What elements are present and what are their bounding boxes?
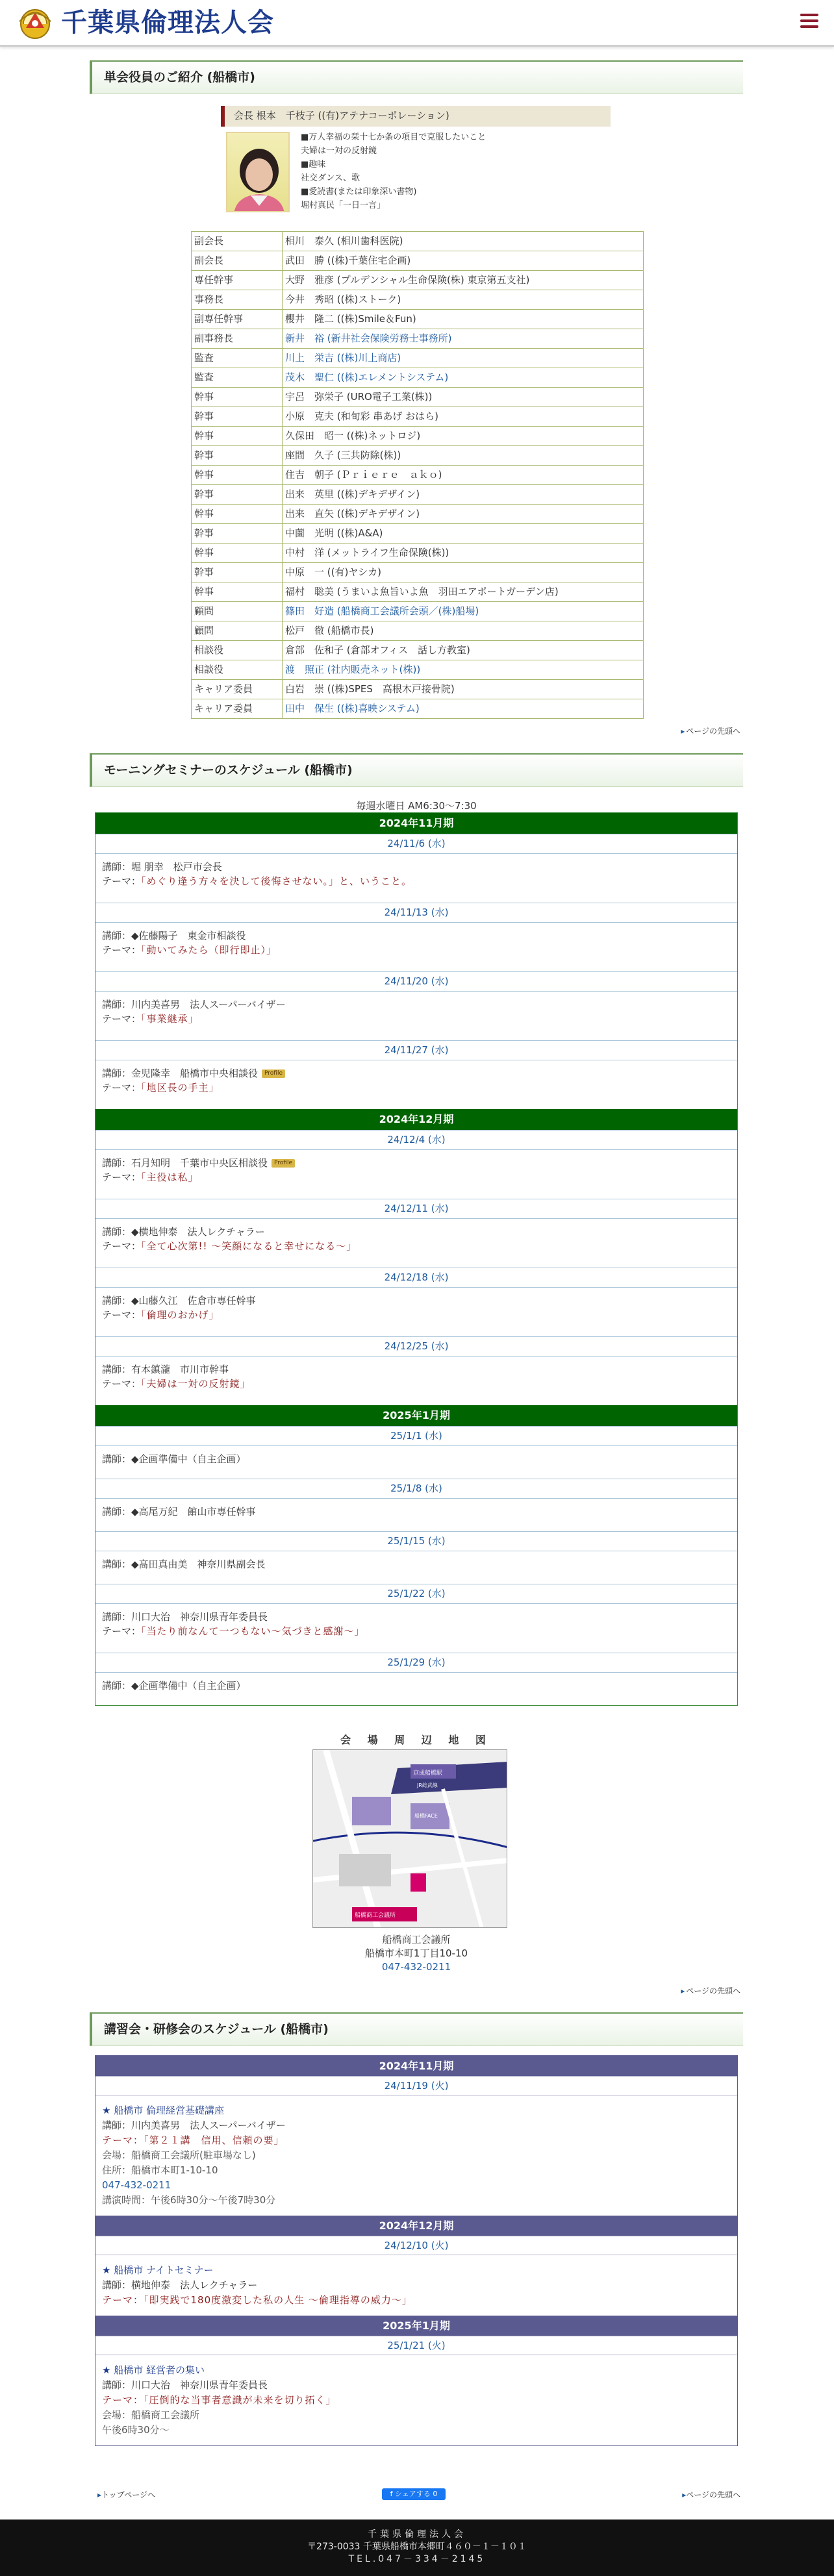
officer-row: [192, 602, 644, 621]
lecture-line: 講師：川内美喜男 法人スーパーバイザー: [102, 2120, 286, 2131]
seminar-lecturer: [102, 1225, 731, 1240]
seminar-theme: [102, 1012, 731, 1027]
map-image-icon: [313, 1750, 507, 1928]
officers-table: [191, 231, 644, 719]
theme-prefix: テーマ：: [102, 1012, 142, 1025]
officer-row: [192, 232, 644, 251]
lecture-schedule: [95, 2055, 738, 2446]
seminar-date: 25/1/29 (水): [95, 1653, 737, 1673]
seminar-entry: [95, 854, 737, 903]
officer-name: 住吉 朝子 (Ｐｒｉｅｒｅ ａｋｏ): [283, 466, 644, 485]
lecturer-name: ◆髙田真由美 神奈川県副会長: [131, 1558, 266, 1570]
hamburger-menu-icon[interactable]: [798, 9, 821, 32]
seminar-theme: [102, 1240, 731, 1254]
lecturer-name: 金児隆幸 船橋市中央相談役: [131, 1068, 259, 1079]
president-portrait: [226, 132, 290, 212]
seminar-date: 25/1/22 (水): [95, 1584, 737, 1604]
officer-row: [192, 621, 644, 641]
officer-role: 幹事: [192, 505, 283, 524]
lecture-entry: [95, 2255, 737, 2316]
officer-role: 監査: [192, 349, 283, 368]
theme-text: 「当たり前なんて一つもない〜気づきと感謝〜」: [141, 1625, 365, 1637]
lecture-line: 講師：横地伸泰 法人レクチャラー: [102, 2279, 258, 2291]
profile-badge-button[interactable]: Profile: [272, 1159, 295, 1168]
officer-name: 中薗 光明 ((株)A&A): [283, 524, 644, 544]
lecture-date: 24/11/19 (火): [95, 2076, 737, 2095]
venue-info: [90, 1933, 743, 1974]
lecture-line: テーマ：「圧倒的な当事者意識が未来を切り拓く」: [102, 2394, 336, 2406]
lecture-line: テーマ：「即実践で180度激変した私の人生 〜倫理指導の威力〜」: [102, 2294, 412, 2306]
officer-row: [192, 368, 644, 388]
lecturer-prefix: 講師：: [102, 1611, 132, 1623]
seminar-theme: [102, 944, 731, 958]
officer-name: 久保田 昭一 ((株)ネットロジ): [283, 427, 644, 446]
seminar-date: 24/12/4 (水): [95, 1130, 737, 1150]
officer-role: 相談役: [192, 641, 283, 660]
map-label-mall: 船橋FACE: [414, 1813, 438, 1819]
officer-role: 事務長: [192, 290, 283, 310]
map-label-station: 京成船橋駅: [413, 1770, 443, 1777]
officer-role: 幹事: [192, 582, 283, 602]
officer-role: 副会長: [192, 232, 283, 251]
seminar-lecturer: [102, 1294, 731, 1308]
lecturer-name: ◆佐藤陽子 東金市相談役: [131, 930, 246, 942]
seminar-lecturer: [102, 929, 731, 944]
seminar-theme: [102, 1308, 731, 1323]
officer-row: [192, 290, 644, 310]
officer-name: 中原 一 ((有)ヤシカ): [283, 563, 644, 582]
venue-tel-link[interactable]: 047-432-0211: [381, 1961, 451, 1973]
officer-name[interactable]: 茂木 聖仁 ((株)エレメントシステム): [283, 368, 644, 388]
profile-badge-button[interactable]: Profile: [262, 1069, 285, 1078]
site-title[interactable]: 千葉県倫理法人会: [61, 6, 274, 38]
theme-text: 「動いてみたら（即行即止）」: [141, 944, 277, 956]
seminar-entry: [95, 1499, 737, 1531]
seminar-subtitle: 毎週水曜日 AM6:30～7:30: [356, 800, 477, 812]
officer-name: 出来 直矢 ((株)デキデザイン): [283, 505, 644, 524]
officer-name[interactable]: 渡 照正 (社内販売ネット(株)): [283, 660, 644, 680]
officer-row: [192, 271, 644, 290]
theme-prefix: テーマ：: [102, 1308, 142, 1321]
officer-role: 幹事: [192, 446, 283, 466]
seminar-theme: [102, 1171, 731, 1185]
lecturer-prefix: 講師：: [102, 1558, 132, 1570]
seminar-entry: [95, 1219, 737, 1268]
lecture-month-header: 2025年1月期: [95, 2316, 737, 2336]
lecture-line: 会場：船橋商工会議所: [102, 2409, 200, 2421]
seminar-date: 25/1/15 (水): [95, 1531, 737, 1551]
lecturer-name: 有本鎮瀧 市川市幹事: [131, 1364, 229, 1375]
lecture-date: 25/1/21 (火): [95, 2336, 737, 2355]
seminar-theme: [102, 1625, 731, 1639]
president-intro-line: 夫婦は一対の反射鏡: [301, 146, 377, 156]
theme-text: 「事業継承」: [141, 1012, 199, 1025]
seminar-date: 24/11/13 (水): [95, 903, 737, 923]
map-label-jr: JR総武線: [417, 1782, 438, 1788]
officer-row: [192, 699, 644, 719]
officer-role: 幹事: [192, 563, 283, 582]
venue-address: 船橋市本町1丁目10-10: [364, 1947, 468, 1959]
seminar-date: 24/11/20 (水): [95, 971, 737, 992]
officer-row: [192, 251, 644, 271]
seminar-lecturer: [102, 860, 731, 875]
pagetop-link-1[interactable]: ▸ ページの先頭へ: [90, 726, 743, 737]
seminar-date: 25/1/1 (水): [95, 1426, 737, 1446]
seminar-entry: [95, 1288, 737, 1336]
lecturer-prefix: 講師：: [102, 1680, 132, 1692]
seminar-theme: [102, 1081, 731, 1095]
map-section: [90, 1732, 743, 1747]
officer-name: 大野 雅彦 (プルデンシャル生命保険(株) 東京第五支社): [283, 271, 644, 290]
president-intro-line: 社交ダンス、歌: [301, 173, 360, 183]
seminar-theme: [102, 875, 731, 889]
officer-role: 相談役: [192, 660, 283, 680]
officer-row: [192, 582, 644, 602]
officer-row: [192, 641, 644, 660]
officer-row: [192, 407, 644, 427]
footer-address: 〒273-0033 千葉県船橋市本郷町４６０－１－１０１: [307, 2542, 527, 2552]
seminar-month-header: 2024年11月期: [95, 813, 737, 834]
officer-name: 宇呂 弥栄子 (URO電子工業(株)): [283, 388, 644, 407]
lecture-month-header: 2024年11月期: [95, 2056, 737, 2076]
officer-name[interactable]: 川上 栄吉 ((株)川上商店): [283, 349, 644, 368]
officer-role: 幹事: [192, 524, 283, 544]
officer-name: 小原 克夫 (和旬彩 串あげ おはら): [283, 407, 644, 427]
seminar-lecturer: [102, 1067, 731, 1081]
venue-map[interactable]: [312, 1749, 507, 1928]
officer-name: 白岩 崇 ((株)SPES 高根木戸接骨院): [283, 680, 644, 699]
lecturer-prefix: 講師：: [102, 1295, 132, 1307]
lecturer-prefix: 講師：: [102, 1157, 132, 1169]
seminar-date: 24/11/6 (水): [95, 834, 737, 854]
officer-role: 顧問: [192, 602, 283, 621]
officer-role: 幹事: [192, 544, 283, 563]
seminar-entry: [95, 1060, 737, 1109]
officer-role: 専任幹事: [192, 271, 283, 290]
president-intro-line: ■愛読書(または印象深い書物): [301, 187, 417, 197]
officer-row: [192, 524, 644, 544]
officer-row: [192, 544, 644, 563]
lecture-entry: [95, 2095, 737, 2216]
seminar-heading: モーニングセミナーのスケジュール (船橋市): [90, 753, 743, 787]
officer-role: 副事務長: [192, 329, 283, 349]
seminar-lecturer: [102, 1505, 731, 1519]
seminar-date: 25/1/8 (水): [95, 1479, 737, 1499]
lecture-line: 講演時間：午後6時30分〜午後7時30分: [102, 2194, 276, 2206]
officer-name: 今井 秀昭 ((株)ストーク): [283, 290, 644, 310]
theme-prefix: テーマ：: [102, 1625, 142, 1637]
officer-name[interactable]: 篠田 好造 (船橋商工会議所会頭／(株)船場): [283, 602, 644, 621]
officer-name[interactable]: 田中 保生 ((株)喜映システム): [283, 699, 644, 719]
officer-row: [192, 660, 644, 680]
lecturer-prefix: 講師：: [102, 1453, 132, 1465]
officer-name: 倉部 佐和子 (倉部オフィス 話し方教室): [283, 641, 644, 660]
lecturer-name: 川口大治 神奈川県青年委員長: [131, 1611, 268, 1623]
lecturer-name: ◆企画準備中（自主企画）: [131, 1680, 246, 1692]
officer-row: [192, 349, 644, 368]
lecture-title: ★ 船橋市 ナイトセミナー: [102, 2264, 214, 2276]
seminar-lecturer: [102, 1157, 731, 1171]
pagetop-link-2[interactable]: ▸ ページの先頭へ: [90, 1986, 743, 1997]
facebook-share-button[interactable]: f シェアする 0: [382, 2488, 446, 2500]
officer-role: 監査: [192, 368, 283, 388]
map-title: 会 場 周 辺 地 図: [340, 1734, 492, 1746]
lecture-line: 午後6時30分〜: [102, 2424, 170, 2436]
emblem-logo-icon[interactable]: [14, 2, 56, 44]
map-label-venue: 船橋商工会議所: [355, 1912, 396, 1919]
president-intro-line: 堀村真民「一日一言」: [301, 201, 386, 210]
seminar-entry: [95, 1551, 737, 1584]
president-intro-line: ■万人幸福の栞十七か条の項目で克服したいこと: [301, 132, 486, 142]
officer-row: [192, 310, 644, 329]
theme-text: 「全て心次第!! 〜笑顔になると幸せになる〜」: [141, 1240, 357, 1252]
lecture-title: ★ 船橋市 倫理経営基礎講座: [102, 2105, 224, 2116]
officer-row: [192, 680, 644, 699]
lecture-month-header: 2024年12月期: [95, 2216, 737, 2236]
officer-name[interactable]: 新井 裕 (新井社会保険労務士事務所): [283, 329, 644, 349]
theme-prefix: テーマ：: [102, 875, 142, 887]
seminar-month-header: 2025年1月期: [95, 1405, 737, 1426]
seminar-schedule: [95, 812, 738, 1706]
theme-text: 「地区長の手主」: [141, 1081, 220, 1094]
officer-row: [192, 446, 644, 466]
theme-text: 「主役は私」: [141, 1171, 199, 1183]
seminar-lecturer: [102, 998, 731, 1012]
theme-prefix: テーマ：: [102, 1377, 142, 1390]
seminar-date: 24/12/25 (水): [95, 1336, 737, 1357]
officer-name: 松戸 徹 (船橋市長): [283, 621, 644, 641]
lecturer-prefix: 講師：: [102, 999, 132, 1010]
seminar-month-header: 2024年12月期: [95, 1109, 737, 1130]
pagetop-link-3[interactable]: ▸ ページの先頭へ: [682, 2490, 740, 2501]
seminar-lecturer: [102, 1610, 731, 1625]
theme-prefix: テーマ：: [102, 1171, 142, 1183]
officer-row: [192, 485, 644, 505]
officer-name: 相川 泰久 (相川歯科医院): [283, 232, 644, 251]
lecturer-name: ◆高尾万紀 館山市専任幹事: [131, 1506, 256, 1518]
venue-name: 船橋商工会議所: [382, 1934, 451, 1945]
lecture-line: 住所：船橋市本町1-10-10: [102, 2164, 218, 2176]
officer-role: キャリア委員: [192, 680, 283, 699]
officer-role: 幹事: [192, 427, 283, 446]
president-intro: [301, 131, 486, 212]
site-footer: [0, 2520, 834, 2576]
officer-role: 副専任幹事: [192, 310, 283, 329]
officer-role: 幹事: [192, 407, 283, 427]
seminar-lecturer: [102, 1558, 731, 1572]
officer-name: 武田 勝 ((株)千葉住宅企画): [283, 251, 644, 271]
toppage-link[interactable]: ▸ トップページへ: [97, 2490, 155, 2501]
officer-name: 出来 英里 ((株)デキデザイン): [283, 485, 644, 505]
seminar-entry: [95, 992, 737, 1040]
lecturer-name: 石月知明 千葉市中央区相談役: [131, 1157, 268, 1169]
seminar-date: 24/12/11 (水): [95, 1199, 737, 1219]
theme-prefix: テーマ：: [102, 1081, 142, 1094]
lecture-line: 講師：川口大治 神奈川県青年委員長: [102, 2379, 268, 2391]
lecturer-name: 堀 朋幸 松戸市会長: [131, 861, 222, 873]
officer-row: [192, 388, 644, 407]
officer-name: 中村 洋 (メットライフ生命保険(株)): [283, 544, 644, 563]
officer-role: 幹事: [192, 485, 283, 505]
theme-prefix: テーマ：: [102, 944, 142, 956]
officer-row: [192, 427, 644, 446]
seminar-date: 24/12/18 (水): [95, 1268, 737, 1288]
officer-row: [192, 505, 644, 524]
officer-name: 座間 久子 (三共防除(株)): [283, 446, 644, 466]
lecturer-prefix: 講師：: [102, 930, 132, 942]
lecturer-name: ◆横地伸泰 法人レクチャラー: [131, 1226, 265, 1238]
seminar-entry: [95, 1673, 737, 1705]
lecture-date: 24/12/10 (火): [95, 2236, 737, 2255]
theme-text: 「倫理のおかげ」: [141, 1308, 220, 1321]
lecturer-name: ◆山藤久江 佐倉市専任幹事: [131, 1295, 256, 1307]
seminar-entry: [95, 1604, 737, 1653]
seminar-entry: [95, 923, 737, 971]
lecturer-name: ◆企画準備中（自主企画）: [131, 1453, 246, 1465]
officer-role: 副会長: [192, 251, 283, 271]
seminar-entry: [95, 1357, 737, 1405]
lecturer-prefix: 講師：: [102, 1226, 132, 1238]
theme-prefix: テーマ：: [102, 1240, 142, 1252]
officer-name: 福村 聡美 (うまいよ魚旨いよ魚 羽田エアポートガーデン店): [283, 582, 644, 602]
lectures-heading: 講習会・研修会のスケジュール (船橋市): [90, 2012, 743, 2046]
lecture-line: 会場：船橋商工会議所(駐車場なし): [102, 2149, 256, 2161]
seminar-theme: [102, 1377, 731, 1392]
footer-tel[interactable]: TEL.047－334－2145: [348, 2554, 486, 2564]
seminar-date: 24/11/27 (水): [95, 1040, 737, 1060]
officer-role: 幹事: [192, 466, 283, 485]
president-label: 会長 根本 千枝子 ((有)アテナコーポレーション): [221, 106, 611, 127]
lecturer-name: 川内美喜男 法人スーパーバイザー: [131, 999, 286, 1010]
theme-text: 「夫婦は一対の反射鏡」: [141, 1377, 251, 1390]
seminar-lecturer: [102, 1453, 731, 1467]
seminar-entry: [95, 1150, 737, 1199]
lecture-title: ★ 船橋市 経営者の集い: [102, 2364, 205, 2376]
officer-row: [192, 563, 644, 582]
lecture-line: テーマ：「第２１講 信用、信頼の要」: [102, 2134, 284, 2146]
lecturer-prefix: 講師：: [102, 1364, 132, 1375]
portrait-image-icon: [227, 133, 290, 212]
site-header: [0, 0, 834, 47]
lecture-entry: [95, 2355, 737, 2445]
lecturer-prefix: 講師：: [102, 1068, 132, 1079]
officer-role: キャリア委員: [192, 699, 283, 719]
officer-role: 幹事: [192, 388, 283, 407]
officer-row: [192, 329, 644, 349]
officer-name: 櫻井 隆二 ((株)Smile＆Fun): [283, 310, 644, 329]
officer-row: [192, 466, 644, 485]
footer-org: 千葉県倫理法人会: [368, 2529, 466, 2540]
lecturer-prefix: 講師：: [102, 1506, 132, 1518]
seminar-lecturer: [102, 1679, 731, 1694]
seminar-lecturer: [102, 1363, 731, 1377]
officers-heading: 単会役員のご紹介 (船橋市): [90, 60, 743, 94]
president-intro-line: ■趣味: [301, 160, 326, 169]
lecturer-prefix: 講師：: [102, 861, 132, 873]
lecture-line[interactable]: 047-432-0211: [102, 2179, 171, 2191]
seminar-entry: [95, 1446, 737, 1479]
officer-role: 顧問: [192, 621, 283, 641]
bottom-nav: [90, 2490, 743, 2503]
theme-text: 「めぐり逢う方々を決して後悔させない。」と、いうこと。: [141, 875, 412, 887]
